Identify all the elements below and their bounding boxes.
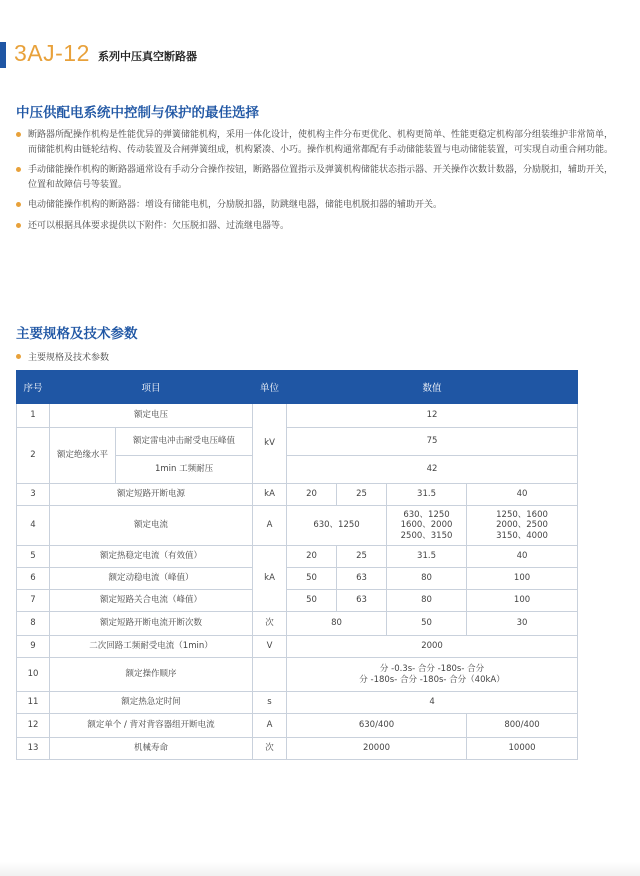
series-title: 系列中压真空断路器	[98, 50, 197, 63]
table-row: 3 额定短路开断电源 kA 20 25 31.5 40	[17, 484, 578, 506]
bullet-dot-icon	[16, 354, 21, 359]
list-item: 手动储能操作机构的断路器通常设有手动分合操作按钮，断路器位置指示及弹簧机构储能状态指示器、开关操作次数计数器，分励脱扣，辅助开关，位置和故障信号等装置。	[16, 163, 616, 192]
bullet-dot-icon	[16, 223, 21, 228]
list-item: 还可以根据具体要求提供以下附件：欠压脱扣器、过流继电器等。	[16, 219, 616, 234]
spec-table	[16, 370, 578, 760]
feature-list	[16, 128, 616, 239]
page-header	[0, 38, 640, 74]
col-header-value: 数值	[287, 371, 578, 404]
table-row: 11 额定热急定时间 s 4	[17, 692, 578, 714]
col-header-item: 项目	[50, 371, 253, 404]
col-header-no: 序号	[17, 371, 50, 404]
model-title: 3AJ-12	[14, 40, 90, 66]
table-row: 6 额定动稳电流（峰值） 50 63 80 100	[17, 568, 578, 590]
section1-title: 中压供配电系统中控制与保护的最佳选择	[16, 105, 259, 121]
table-row: 9 二次回路工频耐受电流（1min） V 2000	[17, 636, 578, 658]
col-header-unit: 单位	[253, 371, 287, 404]
list-item: 电动储能操作机构的断路器：增设有储能电机，分励脱扣器，防跳继电器，储能电机脱扣器的辅助开关。	[16, 198, 616, 213]
table-row: 5 额定热稳定电流（有效值） kA 20 25 31.5 40	[17, 546, 578, 568]
header-accent-bar	[0, 42, 6, 68]
table-row: 1 额定电压 kV 12	[17, 404, 578, 428]
table-row: 7 额定短路关合电流（峰值） 50 63 80 100	[17, 590, 578, 612]
table-subtitle: 主要规格及技术参数	[16, 350, 109, 363]
bullet-dot-icon	[16, 202, 21, 207]
table-row: 8 额定短路开断电流开断次数 次 80 50 30	[17, 612, 578, 636]
table-row: 2 额定绝缘水平 额定雷电冲击耐受电压峰值 75	[17, 428, 578, 456]
table-row: 12 额定单个 / 背对背容器组开断电流 A 630/400 800/400	[17, 714, 578, 738]
table-header-row	[17, 371, 578, 404]
list-item: 断路器所配操作机构是性能优异的弹簧储能机构，采用一体化设计，使机构主件分布更优化、机构更简单、性能更稳定机构部分组装维护非常简单，而储能机构由链轮结构、传动装置及合闸弹簧组成，机构紧凑、小巧。操作机构通常都配有手动储能装置与电动储能装置，可实现自动重合闸功能。	[16, 128, 616, 157]
table-row: 1min 工频耐压 42	[17, 456, 578, 484]
bullet-dot-icon	[16, 132, 21, 137]
section2-title: 主要规格及技术参数	[16, 326, 138, 342]
page-footer-divider	[0, 862, 640, 876]
bullet-dot-icon	[16, 167, 21, 172]
table-row: 4 额定电流 A 630、1250 630、1250 1600、2000 2500、3150 1250、1600 2000、2500 3150、4000	[17, 506, 578, 546]
table-row: 13 机械寿命 次 20000 10000	[17, 738, 578, 760]
table-row: 10 额定操作顺序 分 -0.3s- 合分 -180s- 合分 分 -180s- 合分 -180s- 合分（40kA）	[17, 658, 578, 692]
